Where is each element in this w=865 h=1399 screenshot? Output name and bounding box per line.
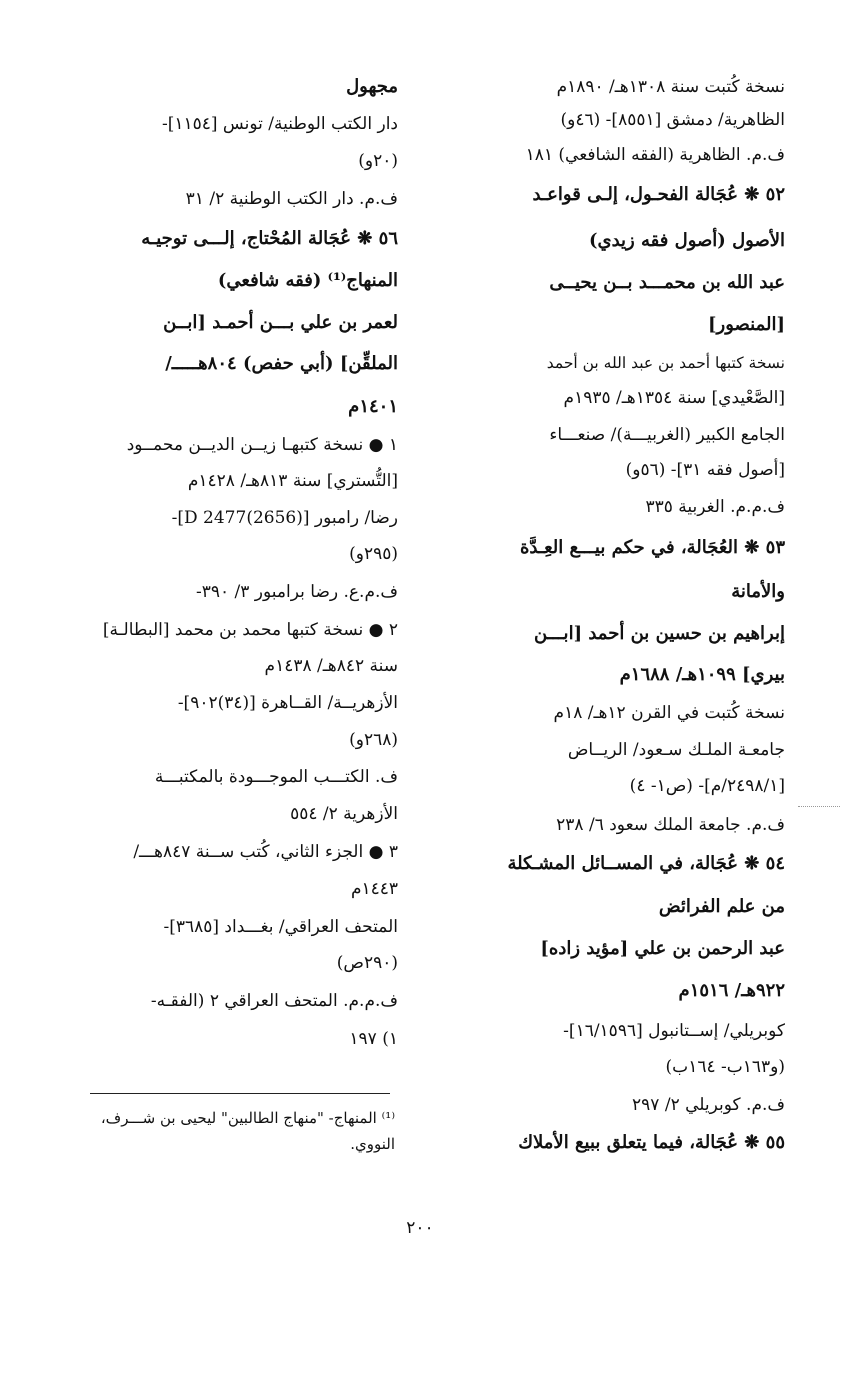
right-text-line: [أصول فقه ٣١]- (٥٦و) [625,460,785,480]
left-text-line: ١ ● نسخة كتبهـا زيــن الديــن محمــود [126,435,398,455]
left-entry-heading: لعمر بن علي بـــن أحمـد [ابــن [163,312,398,333]
left-text-line: ٢ ● نسخة كتبها محمد بن محمد [البطالـة] [102,620,398,640]
right-entry-heading: عبد الرحمن بن علي [مؤيد زاده] [540,938,785,959]
left-text-line: سنة ٨٤٢هـ/ ١٤٣٨م [264,656,398,676]
left-text-line: ٣ ● الجزء الثاني، كُتب ســنة ٨٤٧هـــ/ [133,842,398,862]
left-text-line: ف.م. دار الكتب الوطنية ٢/ ٣١ [185,189,398,209]
left-text-line: ف. الكتـــب الموجـــودة بالمكتبـــة [154,767,398,787]
right-entry-heading: [المنصور] [708,314,785,335]
left-text-line: دار الكتب الوطنية/ تونس [١١٥٤]- [161,114,398,134]
right-entry-heading: من علم الفرائض [658,896,785,917]
left-entry-heading: الملقِّن] (أبي حفص) ٨٠٤هـــــ/ [165,353,398,374]
right-entry-heading: ٥٤ ❋ عُجَالة، في المســائل المشـكلة [507,853,785,874]
right-text-line: نسخة كُتبت في القرن ١٢هـ/ ١٨م [553,703,785,723]
footnote-rule [90,1093,390,1094]
left-text-line: [التُّستري] سنة ٨١٣هـ/ ١٤٢٨م [187,471,398,491]
left-entry-heading: ١٤٠١م [348,396,398,417]
right-text-line: نسخة كُتبت سنة ١٣٠٨هـ/ ١٨٩٠م [556,77,785,97]
right-text-line: ف.م. الظاهرية (الفقه الشافعي) ١٨١ [525,145,785,165]
right-text-line: ف.م. جامعة الملك سعود ٦/ ٢٣٨ [556,815,785,835]
right-text-line: جامعـة الملـك سـعود/ الريــاض [567,740,785,760]
footnote-line-1: ⁽¹⁾ المنهاج- "منهاج الطالبين" ليحيى بن شـــرف، [100,1109,395,1127]
left-entry-heading: ٥٦ ❋ عُجَالة المُحْتاج، إلـــى توجيـه [141,228,398,249]
right-text-line: الجامع الكبير (الغربيـــة)/ صنعـــاء [549,425,785,445]
right-entry-heading: ٥٢ ❋ عُجَالة الفحـول، إلـى قواعـد [532,184,785,205]
right-entry-heading: ٩٢٢هـ/ ١٥١٦م [678,980,785,1001]
right-text-line: ف.م.م. الغربية ٣٣٥ [645,497,785,517]
right-entry-heading: عبد الله بن محمـــد بــن يحيــى [549,272,785,293]
right-entry-heading: بيري] ١٠٩٩هـ/ ١٦٨٨م [619,664,785,685]
right-text-line: كوبريلي/ إســتانبول [١٦/١٥٩٦]- [563,1021,785,1041]
footnote-line-2: النووي. [350,1135,395,1153]
page-number: ٢٠٠ [406,1218,434,1238]
left-entry-heading: مجهول [346,76,398,97]
right-text-line: نسخة كتبها أحمد بن عبد الله بن أحمد [546,354,785,372]
right-text-line: الظاهرية/ دمشق [٨٥٥١]- (٤٦و) [560,110,785,130]
left-text-line: الأزهريــة/ القــاهرة [(٣٤)٩٠٢]- [177,693,398,713]
left-text-line: ١٤٤٣م [350,879,398,899]
right-entry-heading: ٥٥ ❋ عُجَالة، فيما يتعلق ببيع الأملاك [518,1132,785,1153]
left-text-line: رضا/ رامبور [D 2477(2656)]- [171,508,398,528]
right-entry-heading: ٥٣ ❋ العُجَالة، في حكم بيـــع العِـدَّة [519,537,785,558]
right-entry-heading: والأمانة [731,581,785,602]
left-text-line: (٢٦٨و) [349,730,398,750]
right-entry-heading: إبراهيم بن حسين بن أحمد [ابـــن [534,623,785,644]
left-text-line: المتحف العراقي/ بغـــداد [٣٦٨٥]- [163,917,398,937]
left-text-line: (٢٩٠ص) [336,953,398,973]
left-text-line: ف.م.م. المتحف العراقي ٢ (الفقـه- [150,991,398,1011]
left-text-line: (٢٩٥و) [349,544,398,564]
right-text-line: [٢٤٩٨/١/م]- (ص١- ٤) [629,776,785,796]
margin-mark [798,806,840,808]
right-entry-heading: الأصول (أصول فقه زيدي) [588,230,785,251]
left-text-line: ف.م.ع. رضا برامبور ٣/ ٣٩٠- [195,582,398,602]
right-text-line: ف.م. كوبريلي ٢/ ٢٩٧ [632,1095,785,1115]
left-text-line: الأزهرية ٢/ ٥٥٤ [290,804,398,824]
left-text-line: (٢٠و) [358,151,398,171]
left-entry-heading: المنهاج⁽¹⁾ (فقه شافعي) [217,270,398,291]
left-text-line: ١) ١٩٧ [349,1029,398,1049]
right-text-line: [الصَّعْيدي] سنة ١٣٥٤هـ/ ١٩٣٥م [563,388,785,408]
footnote [40,1105,395,1157]
right-text-line: (و١٦٣ب- ١٦٤ب) [665,1057,785,1077]
